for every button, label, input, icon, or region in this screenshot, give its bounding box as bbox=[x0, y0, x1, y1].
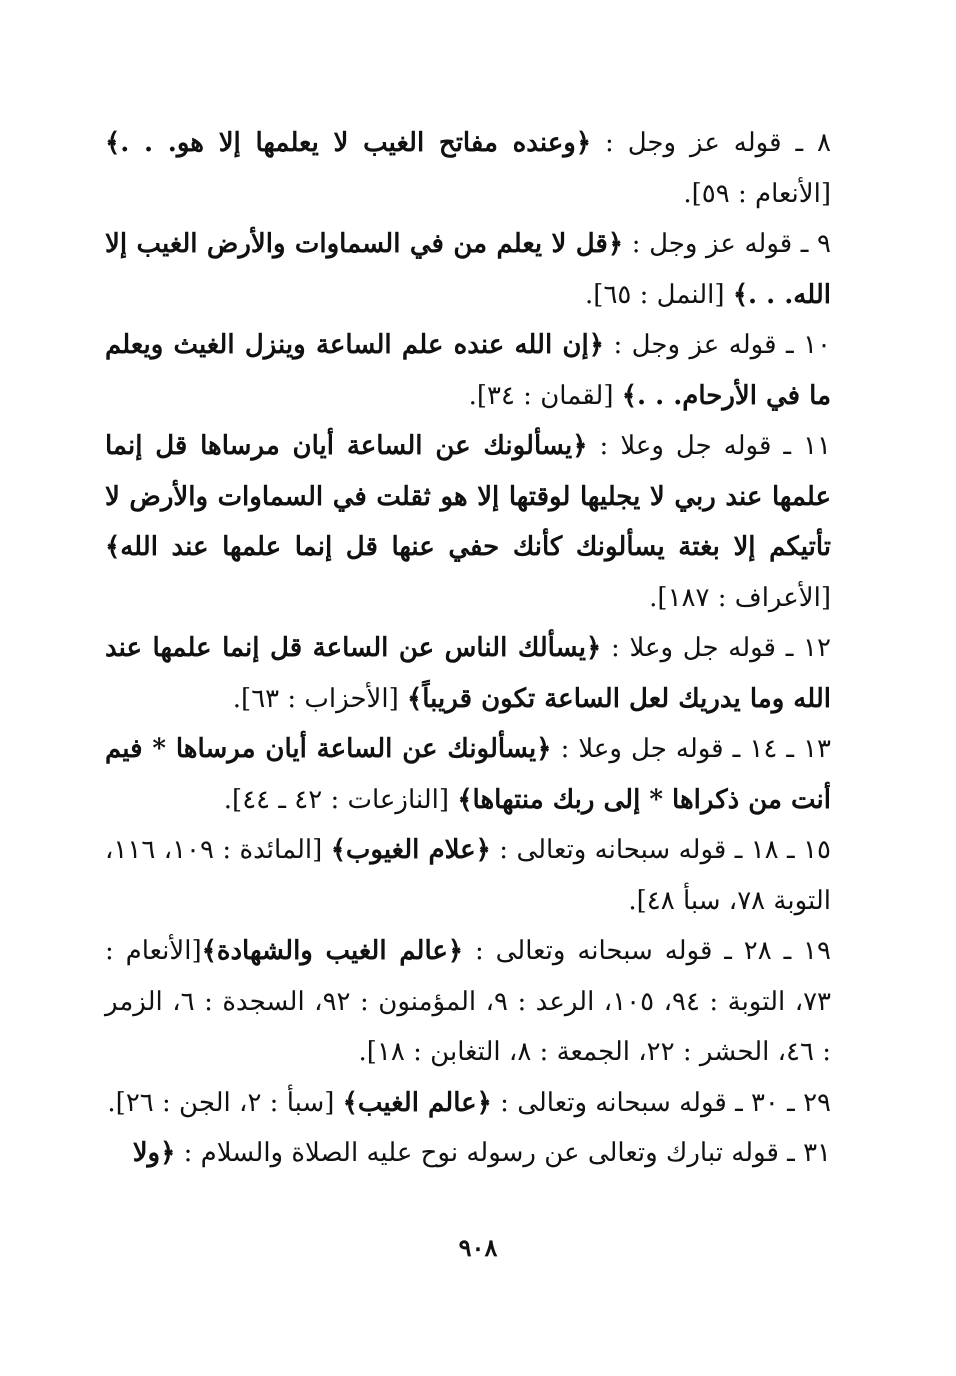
entry-intro: ٢٩ ـ ٣٠ ـ قوله سبحانه وتعالى : bbox=[491, 1087, 831, 1118]
entry-intro: ١٩ ـ ٢٨ ـ قوله سبحانه وتعالى : bbox=[463, 936, 831, 966]
entry-reference: [لقمان : ٣٤]. bbox=[468, 380, 622, 411]
entry-31 bbox=[105, 1128, 831, 1179]
entry-9 bbox=[105, 219, 831, 320]
entry-19-28 bbox=[105, 926, 831, 1078]
main-text-block bbox=[105, 118, 831, 1179]
entry-intro: ١٥ ـ ١٨ ـ قوله سبحانه وتعالى : bbox=[490, 835, 831, 865]
entry-quote: ﴿يسألونك عن الساعة أيان مرساها قل إنما علمها عند ربي لا يجليها لوقتها إلا هو ثقلت في السماوات والأرض لا تأتيكم إلا بغتة يسألونك كأنك حفي عنها قل إنما علمها عند الله﴾ bbox=[105, 431, 831, 562]
entry-intro: ١١ ـ قوله جل وعلا : bbox=[587, 431, 831, 461]
entry-intro: ١٢ ـ قوله جل وعلا : bbox=[601, 633, 831, 663]
entry-intro: ١٠ ـ قوله عز وجل : bbox=[603, 330, 831, 360]
entry-reference: [الأحزاب : ٦٣]. bbox=[232, 683, 407, 714]
entry-10 bbox=[105, 320, 831, 421]
entry-quote: ﴿وعنده مفاتح الغيب لا يعلمها إلا هو. . .﴾ bbox=[105, 128, 592, 158]
entry-reference: [النازعات : ٤٢ ـ ٤٤]. bbox=[223, 784, 458, 815]
entry-intro: ٨ ـ قوله عز وجل : bbox=[591, 128, 831, 158]
entry-intro: ٩ ـ قوله عز وجل : bbox=[623, 229, 831, 259]
page-number: ٩٠٨ bbox=[458, 1233, 498, 1262]
entry-12 bbox=[105, 623, 831, 724]
entry-quote: ﴿ولا bbox=[132, 1138, 176, 1168]
entry-15-18 bbox=[105, 825, 831, 926]
entry-quote: ﴿إن الله عنده علم الساعة وينزل الغيث ويعلم ما في الأرحام. . .﴾ bbox=[105, 330, 831, 411]
entry-reference: [الأنعام : ٥٩]. bbox=[683, 178, 831, 209]
entry-quote: ﴿عالم الغيب والشهادة﴾ bbox=[201, 936, 464, 966]
entry-13-14 bbox=[105, 724, 831, 825]
entry-quote: ﴿يسألك الناس عن الساعة قل إنما علمها عند الله وما يدريك لعل الساعة تكون قريباً﴾ bbox=[105, 633, 831, 714]
entry-reference: [الأعراف : ١٨٧]. bbox=[649, 582, 831, 613]
entry-intro: ٣١ ـ قوله تبارك وتعالى عن رسوله نوح عليه الصلاة والسلام : bbox=[175, 1138, 831, 1168]
entry-reference: [سبأ : ٢، الجن : ٢٦]. bbox=[107, 1087, 343, 1118]
entry-8 bbox=[105, 118, 831, 219]
entry-29-30 bbox=[105, 1078, 831, 1129]
entry-reference: [الأنعام : ٧٣، التوبة : ٩٤، ١٠٥، الرعد : ٩، المؤمنون : ٩٢، السجدة : ٦، الزمر : ٤٦، الحشر : ٢٢، الجمعة : ٨، التغابن : ١٨]. bbox=[105, 936, 832, 1067]
entry-11 bbox=[105, 421, 831, 623]
entry-quote: ﴿علام الغيوب﴾ bbox=[330, 835, 491, 865]
entry-reference: [المائدة : ١٠٩، ١١٦، التوبة ٧٨، سبأ ٤٨]. bbox=[105, 835, 831, 916]
entry-quote: ﴿قل لا يعلم من في السماوات والأرض الغيب إلا الله. . .﴾ bbox=[105, 229, 831, 310]
entry-reference: [النمل : ٦٥]. bbox=[585, 279, 733, 310]
entry-intro: ١٣ ـ ١٤ ـ قوله جل وعلا : bbox=[551, 734, 831, 764]
entry-quote: ﴿عالم الغيب﴾ bbox=[342, 1087, 492, 1118]
entry-quote: ﴿يسألونك عن الساعة أيان مرساها * فيم أنت من ذكراها * إلى ربك منتهاها﴾ bbox=[105, 734, 831, 815]
